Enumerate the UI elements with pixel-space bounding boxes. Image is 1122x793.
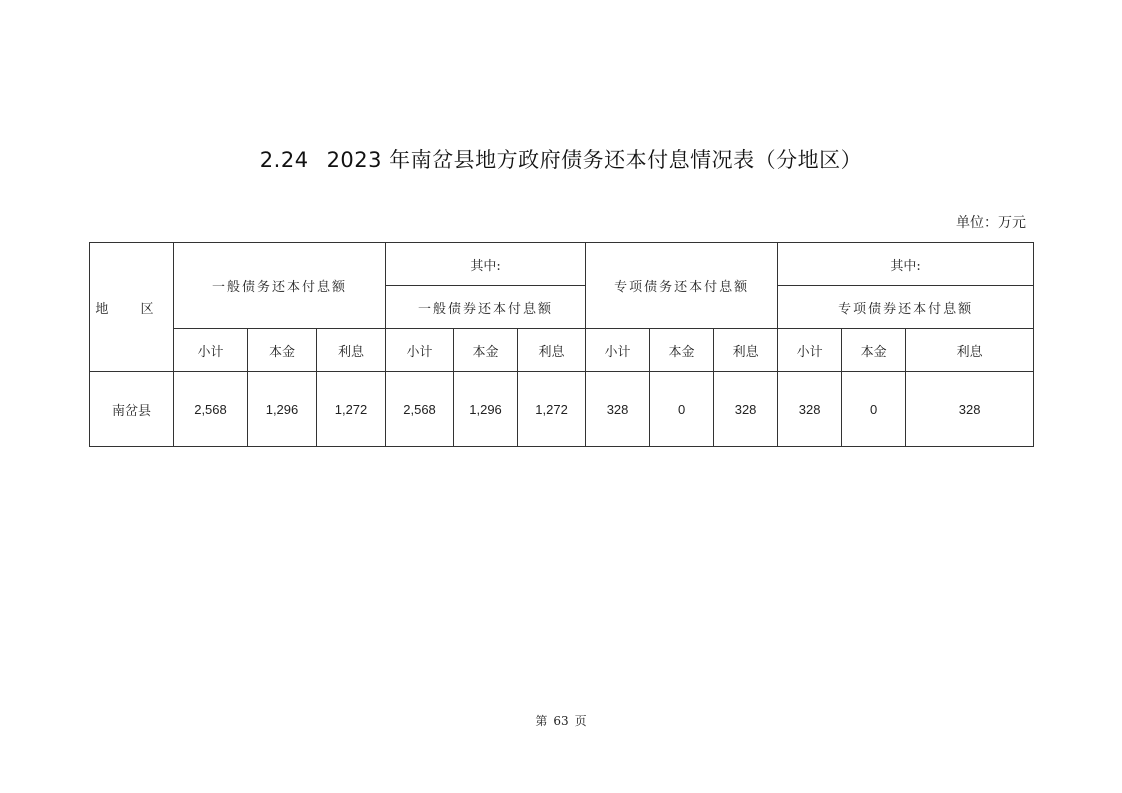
sub-header: 本金 [248,329,317,372]
special-bond-header: 专项债券还本付息额 [778,286,1034,329]
page-title [0,144,1122,174]
sub-header: 利息 [906,329,1034,372]
header-row-3 [90,329,1034,372]
general-bond-group-header: 其中: [386,243,586,286]
region-header: 地 区 [90,243,174,372]
title-text: 2023 年南岔县地方政府债务还本付息情况表（分地区） [326,148,863,172]
sub-header: 本金 [454,329,518,372]
table-row [90,372,1034,447]
sub-header: 小计 [778,329,842,372]
value-cell: 1,296 [454,372,518,447]
header-row-1 [90,243,1034,286]
general-bond-header: 一般债券还本付息额 [386,286,586,329]
value-cell: 1,272 [518,372,586,447]
region-cell: 南岔县 [90,372,174,447]
special-bond-group-header: 其中: [778,243,1034,286]
value-cell: 0 [842,372,906,447]
sub-header: 小计 [174,329,248,372]
general-total-header: 一般债务还本付息额 [174,243,386,329]
sub-header: 本金 [842,329,906,372]
value-cell: 328 [906,372,1034,447]
sub-header: 利息 [714,329,778,372]
debt-table [89,242,1034,447]
value-cell: 0 [650,372,714,447]
unit-label: 单位：万元 [956,215,1026,231]
special-total-header: 专项债务还本付息额 [586,243,778,329]
value-cell: 328 [714,372,778,447]
page-suffix: 页 [574,714,587,728]
value-cell: 1,272 [317,372,386,447]
sub-header: 利息 [317,329,386,372]
value-cell: 2,568 [386,372,454,447]
sub-header: 小计 [386,329,454,372]
value-cell: 1,296 [248,372,317,447]
value-cell: 2,568 [174,372,248,447]
page-footer [0,712,1122,729]
table-number: 2.24 [259,148,309,172]
page-prefix: 第 [535,714,548,728]
value-cell: 328 [778,372,842,447]
sub-header: 小计 [586,329,650,372]
sub-header: 利息 [518,329,586,372]
page-number: 63 [553,714,569,728]
sub-header: 本金 [650,329,714,372]
value-cell: 328 [586,372,650,447]
